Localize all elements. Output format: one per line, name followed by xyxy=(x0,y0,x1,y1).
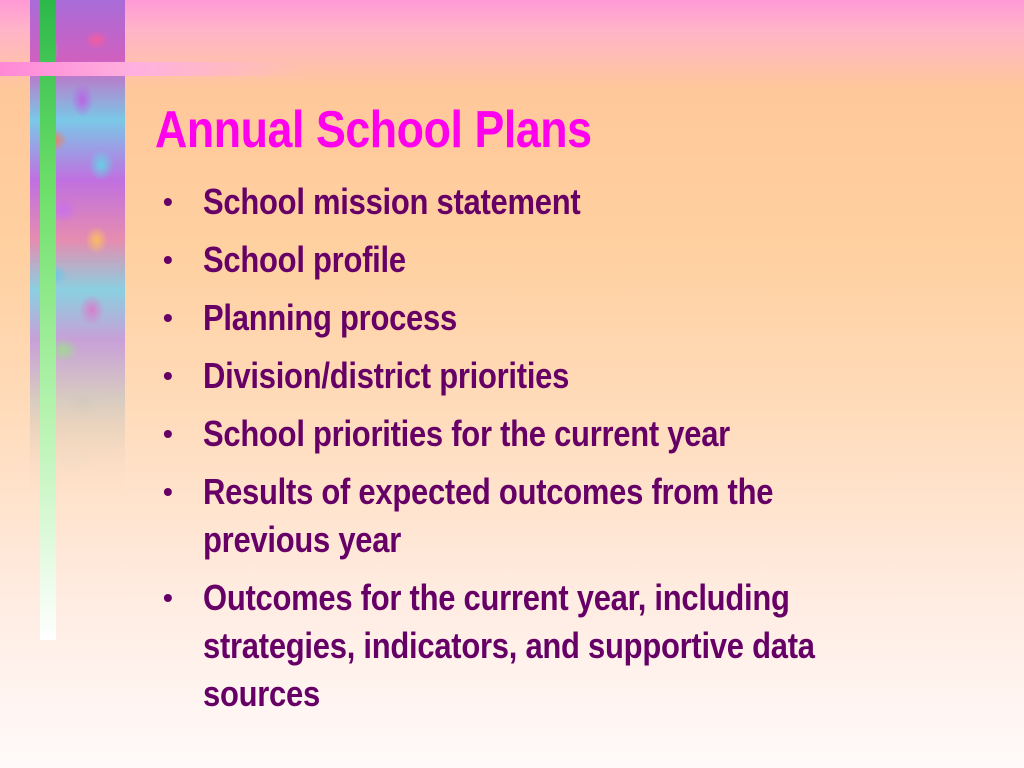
bullet-icon: • xyxy=(163,360,173,391)
decorative-vertical-bar xyxy=(40,0,56,640)
list-item xyxy=(163,294,1003,342)
bullet-list xyxy=(163,178,1003,728)
bullet-text: Division/district priorities xyxy=(203,355,570,396)
list-item xyxy=(163,178,1003,226)
bullet-text: School profile xyxy=(203,239,406,280)
bullet-icon: • xyxy=(163,582,173,613)
bullet-icon: • xyxy=(163,302,173,333)
list-item xyxy=(163,468,1003,564)
bullet-text: School mission statement xyxy=(203,181,581,222)
bullet-text: Outcomes for the current year, including strategies, indicators, and supportive data sources xyxy=(203,577,815,714)
bullet-icon: • xyxy=(163,186,173,217)
bullet-icon: • xyxy=(163,244,173,275)
bullet-text: Planning process xyxy=(203,297,457,338)
bullet-text: School priorities for the current year xyxy=(203,413,730,454)
list-item xyxy=(163,352,1003,400)
slide-title: Annual School Plans xyxy=(155,101,592,159)
bullet-icon: • xyxy=(163,476,173,507)
bullet-text: Results of expected outcomes from the previous year xyxy=(203,471,774,560)
bullet-icon: • xyxy=(163,418,173,449)
list-item xyxy=(163,574,1003,718)
decorative-horizontal-bar xyxy=(0,62,300,76)
list-item xyxy=(163,236,1003,284)
list-item xyxy=(163,410,1003,458)
